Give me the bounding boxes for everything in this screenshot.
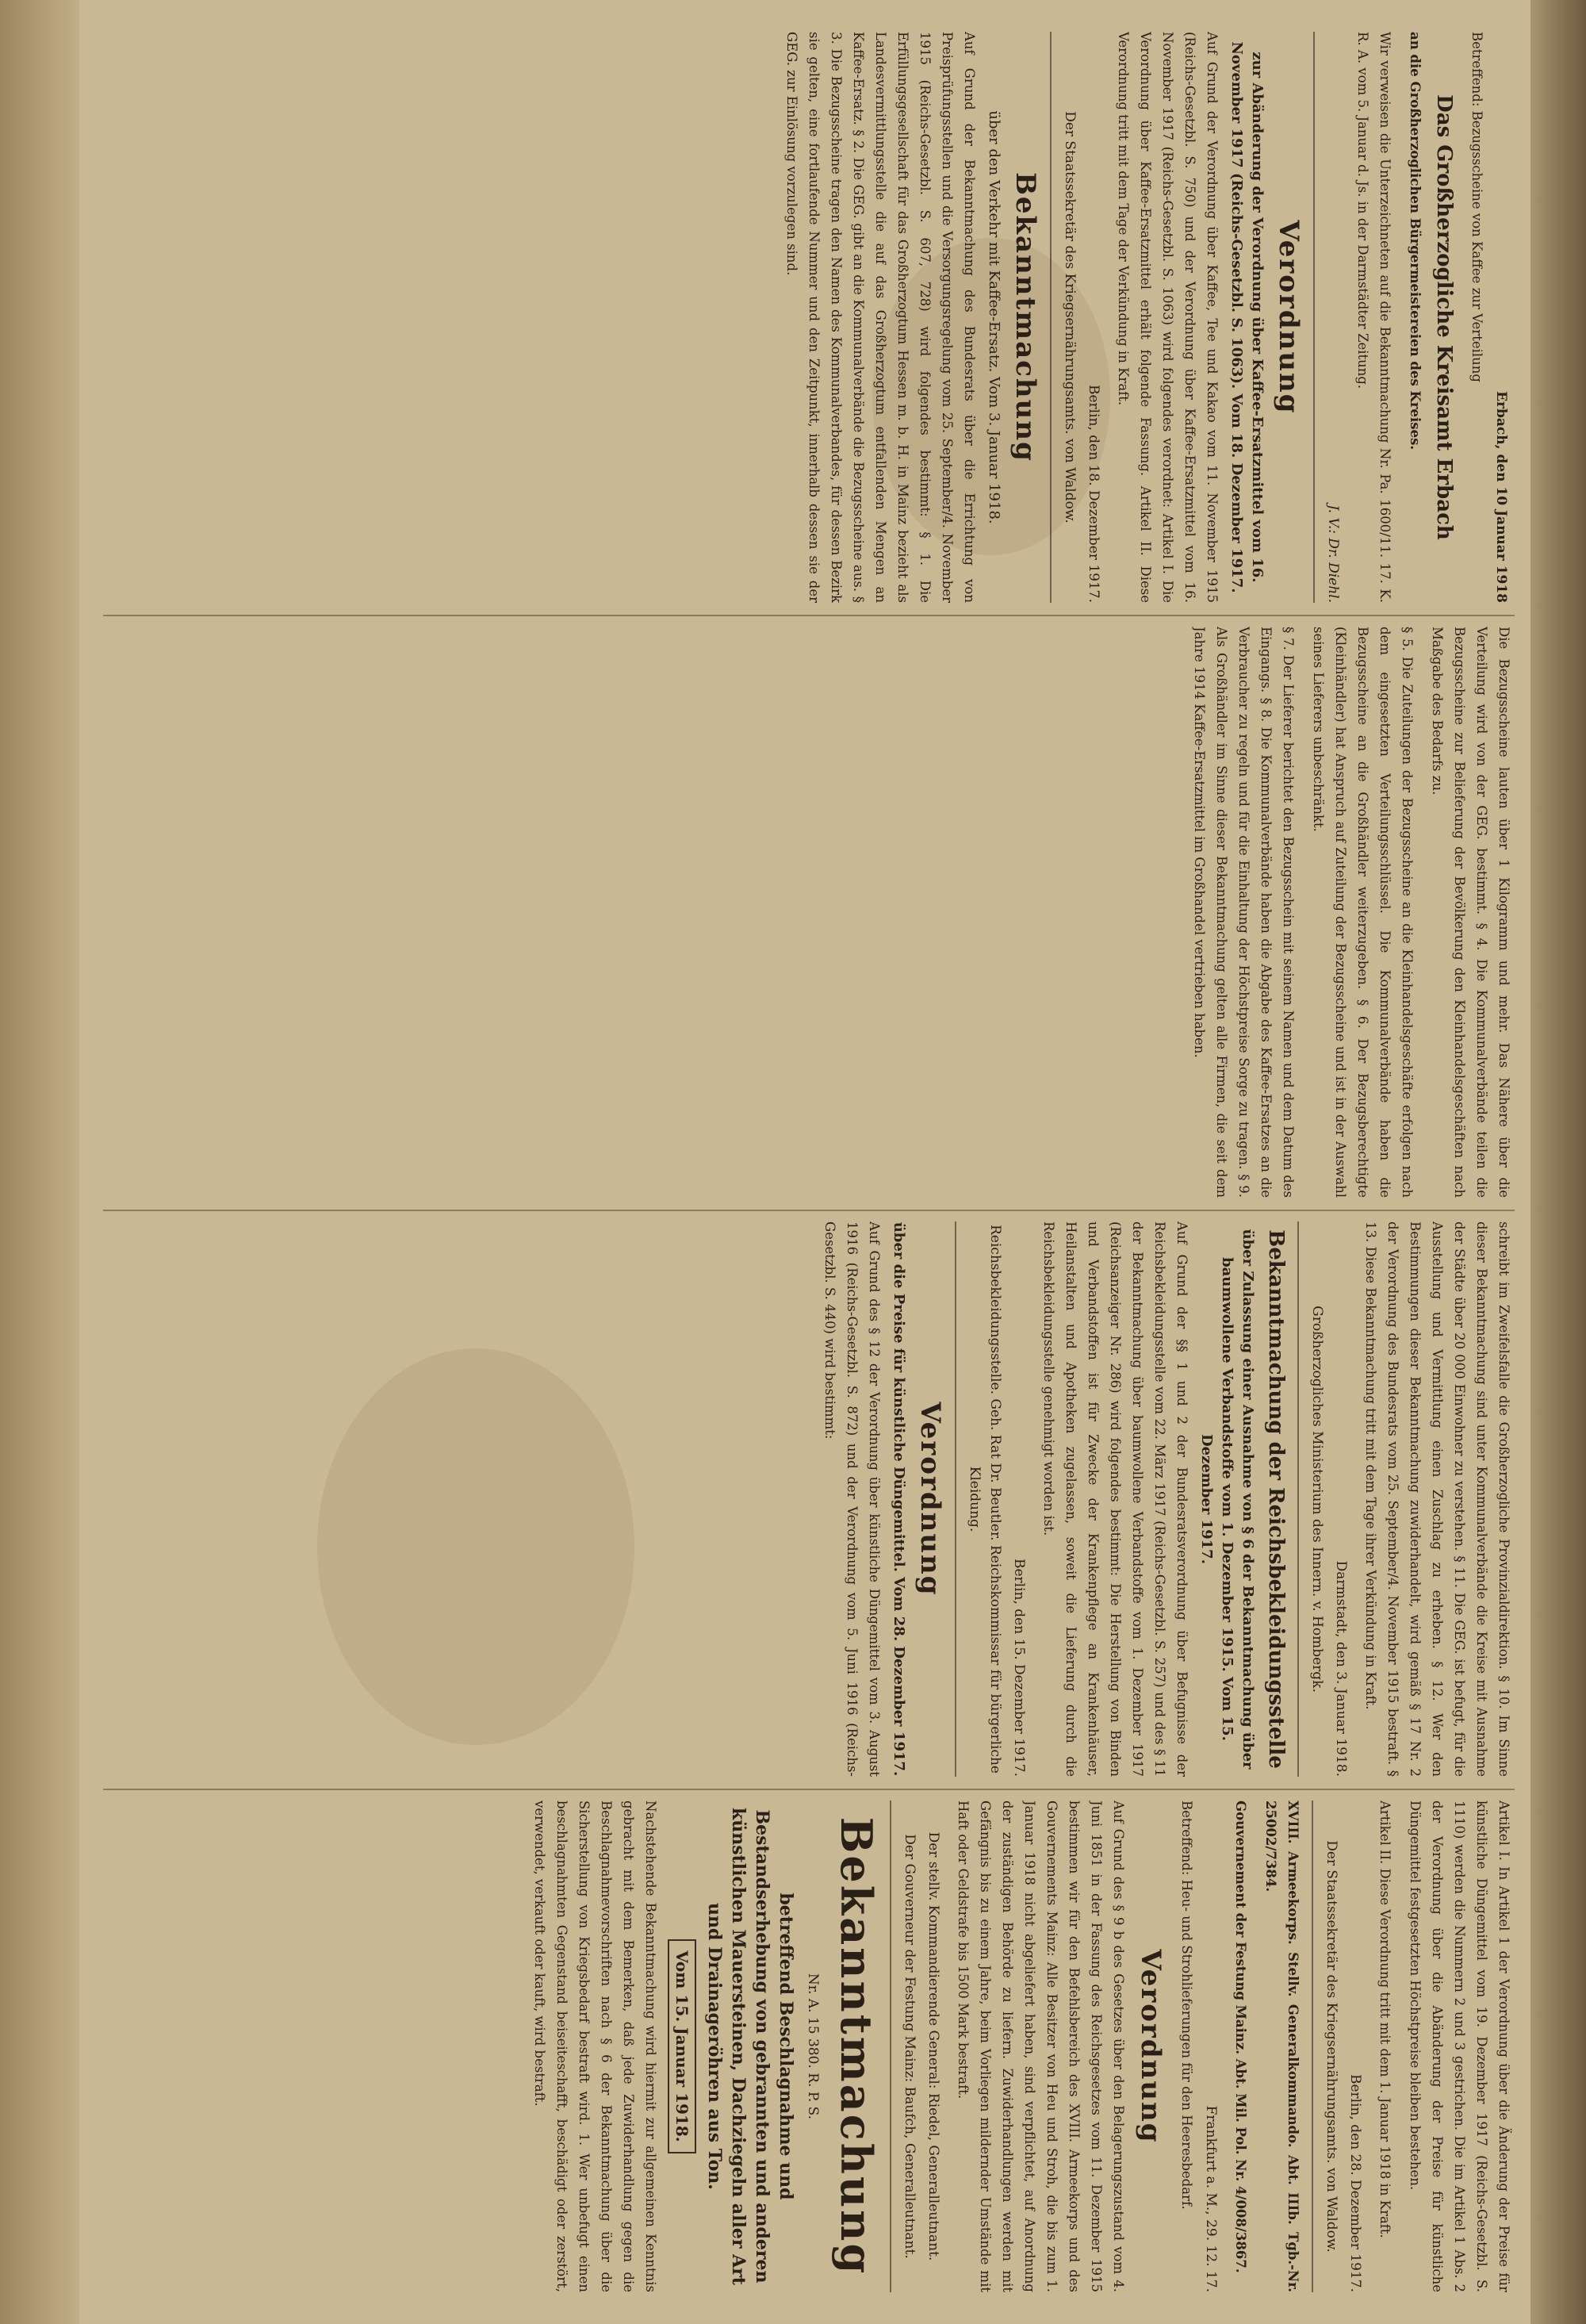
column-rule [103,615,1515,616]
divider [955,1221,956,1777]
date-box: Vom 15. Januar 1918. [668,1939,696,2153]
ordinance-title: Verordnung [1273,220,1304,415]
military-ordinance-body: Auf Grund des § 9 b des Gesetzes über den Belagerungszustand vom 4. Juni 1851 in der Fassung des Reichsgesetzes vom 11. Dezember 1915 bestimmen wir für den Befehlsbereich des XVIII. Armeekorps und des Gouvernements Mainz: Alle Besitzer von Heu und Stroh, die bis zum 1. Januar 1918 nicht abgeliefert haben, sind verpflichtet, auf Anordnung der zuständigen Behörde zu liefern. Zuwiderhandlungen werden mit Gefängnis bis zu einem Jahre, beim Vorliegen mildernder Umstände mit Haft oder Geldstrafe bis 1500 Mark bestraft. [956,1801,1126,2292]
ordinance-body: Auf Grund der Verordnung über Kaffee, Tee und Kakao vom 11. November 1915 (Reichs-Gesetzbl. S. 750) und der Verordnung über Kaffee-Ersatzmittel vom 16. November 1917 (Reichs-Gesetzbl. S. 1063) wird folgendes verordnet: Artikel I. Die Verordnung über Kaffee-Ersatzmittel erhält folgende Fassung. Artikel II. Diese Verordnung tritt mit dem Tage der Verkündung in Kraft. [1116,32,1220,603]
continued-text: § 7. Der Lieferer berichtet den Bezugsschein mit seinem Namen und dem Datum des Eingangs. § 8. Die Kommunalverbände haben die Abgabe des Kaffee-Ersatzes an die Verbraucher zu regeln und für die Einhaltung der Höchstpreise Sorge zu tragen. § 9. Als Großhändler im Sinne dieser Bekanntmachung gelten alle Firmen, die seit dem Jahre 1914 Kaffee-Ersatzmittel im Großhandel vertrieben haben. [1192,627,1296,1198]
article-text: Artikel II. Diese Verordnung tritt mit dem 1. Januar 1918 in Kraft. [1377,1801,1393,2238]
reich-notice-title: Bekanntmachung der Reichsbekleidungsstelle [1264,1229,1288,1769]
announcement-title: Bekanntmachung [1009,172,1041,462]
addressee: an die Großherzoglichen Bürgermeistereien des Kreises. [1408,32,1423,451]
ordinance-signature: Der Staatssekretär des Kriegsernährungsamts. von Waldow. [1062,111,1078,523]
military-header: Gouvernement der Festung Mainz. Abt. Mil. Pol. Nr. 4/008/3867. [1233,1801,1248,2273]
ordinance-subtitle: zur Abänderung der Verordnung über Kaffee-Ersatzmittel vom 16. November 1917 (Reichs-Gesetzbl. S. 1063). Vom 18. Dezember 1917. [1228,41,1266,593]
big-announcement-subtitle: betreffend Beschlagnahme und Bestandserhebung von gebrannten und anderen künstlichen Mauersteinen, Dachziegeln aller Art und Drainageröhren aus Ton. [704,1808,796,2285]
betreff: Betreffend: Bezugsscheine von Kaffee zur Verteilung [1469,32,1484,382]
reich-notice-body: Auf Grund der §§ 1 und 2 der Bundesratsverordnung über Befugnisse der Reichsbekleidungsstelle vom 22. März 1917 (Reichs-Gesetzbl. S. 257) und des § 11 der Bekanntmachung über baumwollene Verbandstoffe vom 1. Dezember 1917 (Reichsanzeiger Nr. 286) wird folgendes bestimmt: Die Herstellung von Binden und Verbandstoffen ist für Zwecke der Krankenpflege an Krankenhäuser, Heilanstalten und Apotheken zugelassen, soweit die Lieferung durch die Reichsbekleidungsstelle genehmigt worden ist. [1041,1221,1190,1777]
military-date: Frankfurt a. M., 29. 12. 17. [1203,2105,1219,2292]
announcement-subtitle: über den Verkehr mit Kaffee-Ersatz. Vom 3. Januar 1918. [986,110,1002,524]
signature: Der Staatssekretär des Kriegsernährungsamts. von Waldow. [1324,1840,1339,2253]
divider [1050,32,1052,603]
column-4 [103,1801,1515,2292]
place-date: Darmstadt, den 3. Januar 1918. [1333,1560,1349,1777]
divider [1297,1221,1299,1777]
reich-notice-subtitle: über Zulassung einer Ausnahme von § 6 der Bekanntmachung über baumwollene Verbandstoffe vom 1. Dezember 1915. Vom 15. Dezember 1917. [1198,1229,1256,1770]
continued-text: § 5. Die Zuteilungen der Bezugsscheine an die Kleinhandelsgeschäfte erfolgen nach dem eingesetzten Verteilungsschlüssel. Die Kommunalverbände haben die Bezugsscheine an die Großhändler weiterzugeben. § 6. Der Bezugsberechtigte (Kleinhändler) hat Anspruch auf Zuteilung der Bezugsscheine und ist in der Auswahl seines Lieferers unbeschränkt. [1311,627,1415,1198]
divider [1313,32,1315,603]
dateline: Erbach, den 10 Januar 1918 [1493,391,1509,603]
big-announcement-body: Nachstehende Bekanntmachung wird hiermit zur allgemeinen Kenntnis gebracht mit dem Bemerken, daß jede Zuwiderhandlung gegen die Beschlagnahmevorschriften nach § 6 der Bekanntmachung über die Sicherstellung von Kriegsbedarf bestraft wird. 1. Wer unbefugt einen beschlagnahmten Gegenstand beiseiteschafft, beschädigt oder zerstört, verwendet, verkauft oder kauft, wird bestraft. [532,1801,658,2292]
date-box-wrap [668,1801,696,2292]
signature: Der stellv. Kommandierende General: Riedel, Generalleutnant. [925,1831,941,2261]
column-rule [103,1789,1515,1790]
signature: Der Gouverneur der Festung Mainz: Baufch, Generalleutnant. [902,1834,918,2259]
column-1 [103,32,1515,603]
ordinance-date: Berlin, den 18. Dezember 1917. [1086,384,1101,603]
page-edge [0,0,79,2324]
divider [890,1801,891,2292]
date: Berlin, den 28. Dezember 1917. [1347,2073,1363,2292]
signature: J. V.: Dr. Diehl. [1325,504,1341,603]
fertilizer-title: Verordnung [914,1402,946,1597]
signature: Großherzogliches Ministerium des Innern. v. Hombergk. [1309,1306,1325,1693]
fertilizer-subtitle: über die Preise für künstliche Düngemittel. Vom 28. Dezember 1917. [891,1221,907,1777]
reich-notice-date: Berlin, den 15. Dezember 1917. [1011,1558,1027,1777]
military-ordinance-title: Verordnung [1135,1949,1167,2144]
column-2 [103,627,1515,1198]
notice-body: Wir verweisen die Unterzeichneten auf die Bekanntmachung Nr. Pa. 1600/11. 17. K. R. A. vom 5. Januar d. Js. in der Darmstädter Zeitung. [1355,32,1393,603]
announcement-number: Nr. A. 15 380. R. P. S. [805,1973,821,2120]
announcement-body: Auf Grund der Bekanntmachung des Bundesrats über die Errichtung von Preisprüfungsstellen und die Versorgungsregelung vom 25. September/4. November 1915 (Reichs-Gesetzbl. S. 607, 728) wird folgendes bestimmt: § 1. Die Erfüllungsgesellschaft für das Großherzogtum Hessen m. b. H. in Mainz bezieht als Landesvermittlungsstelle die auf das Großherzogtum entfallenden Mengen an Kaffee-Ersatz. § 2. Die GEG. gibt an die Kommunalverbände die Bezugsscheine aus. § 3. Die Bezugsscheine tragen den Namen des Kommunalverbandes, für dessen Bezirk sie gelten, eine fortlaufende Nummer und den Zeitpunkt, innerhalb dessen sie der GEG. zur Einlösung vorzulegen sind. [784,32,977,603]
reich-notice-signature: Reichsbekleidungsstelle. Geh. Rat Dr. Beutler. Reichskommissar für bürgerliche Kleidung. [967,1225,1003,1774]
article-text: Artikel I. In Artikel 1 der Verordnung über die Änderung der Preise für künstliche Düngemittel vom 19. Dezember 1917 (Reichs-Gesetzbl. S. 1110) werden die Nummern 2 und 3 gestrichen. Die im Artikel 1 Abs. 2 der Verordnung über die Abänderung der Preise für künstliche Düngemittel festgesetzten Höchstpreise bleiben bestehen. [1408,1801,1511,2292]
continued-text: schreibt im Zweifelsfalle die Großherzogliche Provinzialdirektion. § 10. Im Sinne dieser Bekanntmachung sind unter Kommunalverbände die Kreise mit Ausnahme der Städte über 20 000 Einwohner zu verstehen. § 11. Die GEG. ist befugt, für die Ausstellung und Vermittlung einen Zuschlag zu erheben. § 12. Wer den Bestimmungen dieser Bekanntmachung zuwiderhandelt, wird gemäß § 17 Nr. 2 der Verordnung des Bundesrats vom 25. September/4. November 1915 bestraft. § 13. Diese Bekanntmachung tritt mit dem Tage ihrer Verkündung in Kraft. [1363,1221,1511,1777]
authority-heading: Das Großherzogliche Kreisamt Erbach [1432,94,1456,540]
military-betreff: Betreffend: Heu- und Strohlieferungen für den Heeresbedarf. [1179,1801,1194,2210]
column-rule [103,1210,1515,1211]
continued-text: Die Bezugsscheine lauten über 1 Kilogramm und mehr. Das Nähere über die Verteilung wird von der GEG. bestimmt. § 4. Die Kommunalverbände teilen die Bezugsscheine zur Belieferung der Bevölkerung den Kleinhandelsgeschäften nach Maßgabe des Bedarfs zu. [1430,627,1511,1198]
fertilizer-body: Auf Grund des § 12 der Verordnung über künstliche Düngemittel vom 3. August 1916 (Reichs-Gesetzbl. S. 872) und der Verordnung vom 5. Juni 1916 (Reichs-Gesetzbl. S. 440) wird bestimmt: [822,1221,882,1777]
military-header: XVIII. Armeekorps. Stellv. Generalkommando. Abt. IIIb. Tgb.-Nr. 25002/7384. [1263,1801,1301,2292]
binding-edge [1530,0,1586,2324]
divider [1312,1801,1313,2292]
column-3 [103,1221,1515,1777]
big-announcement-title: Bekanntmachung [831,1816,882,2276]
